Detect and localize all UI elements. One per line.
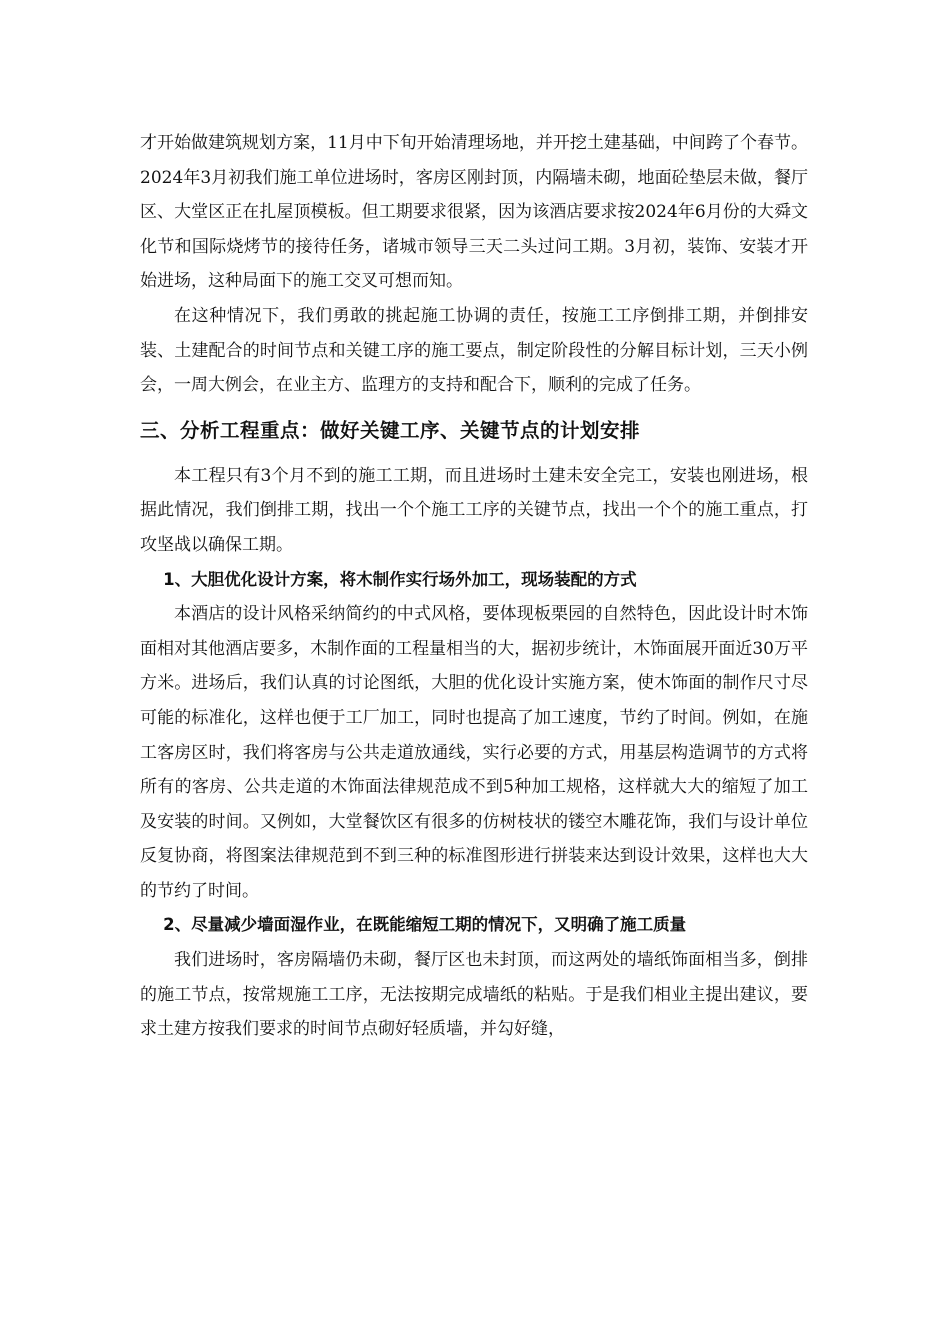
paragraph-wall-wet-work: 我们进场时，客房隔墙仍未砌，餐厅区也未封顶，而这两处的墙纸饰面相当多，倒排的施工节点，按常规施工工序，无法按期完成墙纸的粘贴。于是我们相业主提出建议，要求土建方按我们要求的时间节点砌好轻质墙，并勾好缝， xyxy=(140,950,808,1040)
document-page xyxy=(140,126,808,1047)
subheading-2: 2、尽量减少墙面湿作业，在既能缩短工期的情况下，又明确了施工质量 xyxy=(163,915,687,935)
paragraph-wood-prefabrication: 本酒店的设计风格采纳简约的中式风格，要体现板栗园的自然特色，因此设计时木饰面相对其他酒店要多，木制作面的工程量相当的大，据初步统计，木饰面展开面近30万平方米。进场后，我们认真的讨论图纸，大胆的优化设计实施方案，使木饰面的制作尺寸尽可能的标准化，这样也便于工厂加工，同时也提高了加工速度，节约了时间。例如，在施工客房区时，我们将客房与公共走道放通线，实行必要的方式，用基层构造调节的方式将所有的客房、公共走道的木饰面法律规范成不到5种加工规格，这样就大大的缩短了加工及安装的时间。又例如，大堂餐饮区有很多的仿树枝状的镂空木雕花饰，我们与设计单位反复协商，将图案法律规范到不到三种的标准图形进行拼装来达到设计效果，这样也大大的节约了时间。 xyxy=(140,604,808,901)
subheading-1: 1、大胆优化设计方案，将木制作实行场外加工，现场装配的方式 xyxy=(163,569,637,589)
paragraph-construction-timeline: 才开始做建筑规划方案，11月中下旬开始清理场地，并开挖土建基础，中间跨了个春节。2024年3月初我们施工单位进场时，客房区刚封顶，内隔墙未砌，地面砼垫层未做，餐厅区、大堂区正在扎屋顶模板。但工期要求很紧，因为该酒店要求按2024年6月份的大舜文化节和国际烧烤节的接待任务，诸城市领导三天二头过问工期。3月初，装饰、安装才开始进场，这种局面下的施工交叉可想而知。 xyxy=(140,133,808,292)
paragraph-coordination: 在这种情况下，我们勇敢的挑起施工协调的责任，按施工工序倒排工期，并倒排安装、土建配合的时间节点和关键工序的施工要点，制定阶段性的分解目标计划，三天小例会，一周大例会，在业主方、监理方的支持和配合下，顺利的完成了任务。 xyxy=(140,305,808,396)
paragraph-schedule-overview: 本工程只有3个月不到的施工工期，而且进场时土建未安全完工，安装也刚进场，根据此情况，我们倒排工期，找出一个个施工工序的关键节点，找出一个个的施工重点，打攻坚战以确保工期。 xyxy=(140,465,808,555)
section-heading-3: 三、分析工程重点：做好关键工序、关键节点的计划安排 xyxy=(140,418,641,442)
